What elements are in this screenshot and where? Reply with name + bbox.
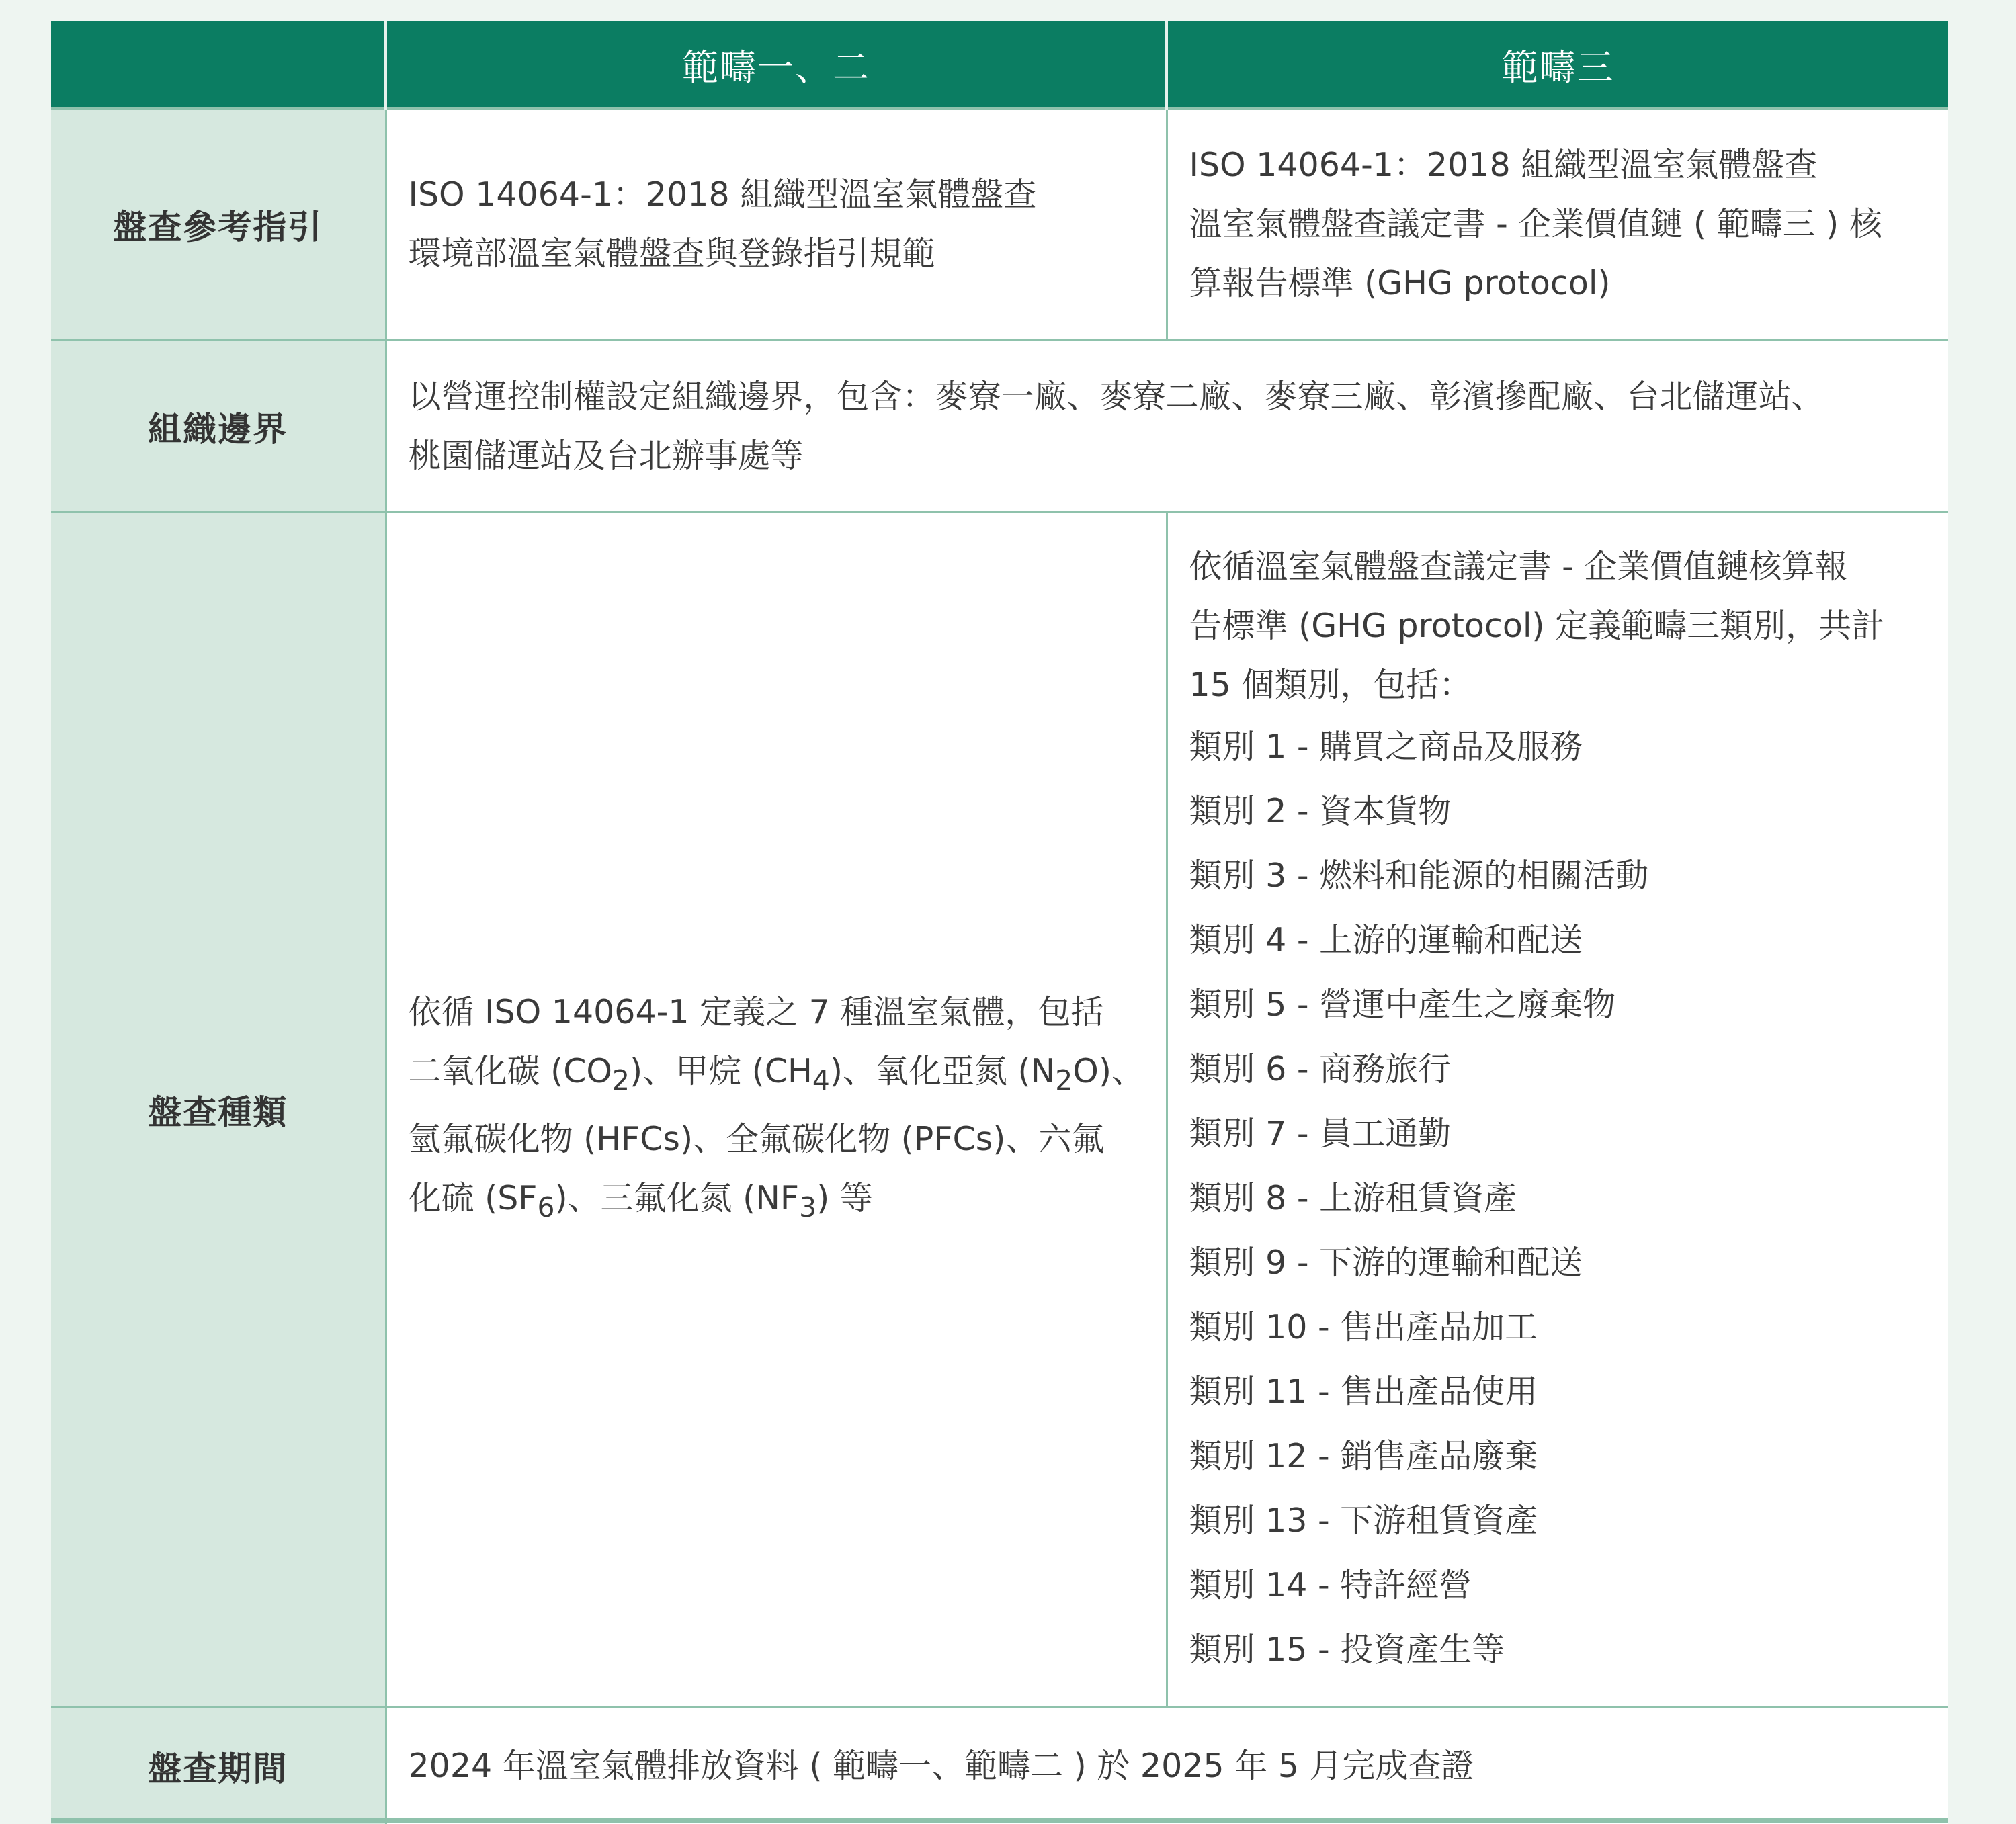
row-label-boundary: 組織邊界 xyxy=(51,341,386,513)
gas-text: )、氧化亞氮 (N xyxy=(829,1052,1056,1091)
reference-scope12-line: 環境部溫室氣體盤查與登錄指引規範 xyxy=(408,234,935,273)
list-item: 類別 2 - 資本貨物 xyxy=(1189,792,1452,830)
period-text: 2024 年溫室氣體排放資料 ( 範疇一、範疇二 ) 於 2025 年 5 月完成查證 xyxy=(408,1746,1474,1785)
gas-line xyxy=(409,1042,1147,1110)
reference-scope3-line: ISO 14064-1：2018 組織型溫室氣體盤查 xyxy=(1189,146,1818,184)
gas-subscript: 2 xyxy=(612,1064,630,1096)
scope3-intro-line: 15 個類別，包括： xyxy=(1189,666,1472,704)
period-cell xyxy=(386,1708,1948,1824)
table-row-reference xyxy=(51,109,1948,341)
table-row-types xyxy=(51,513,1948,1708)
list-item: 類別 8 - 上游租賃資產 xyxy=(1189,1179,1517,1217)
scope3-intro-line: 告標準 (GHG protocol) 定義範疇三類別，共計 xyxy=(1189,607,1885,645)
gas-subscript: 4 xyxy=(812,1064,830,1096)
list-item: 類別 9 - 下游的運輸和配送 xyxy=(1189,1244,1583,1282)
row-label-period: 盤查期間 xyxy=(51,1708,386,1824)
boundary-cell xyxy=(386,341,1948,513)
gas-text: 化硫 (SF xyxy=(408,1179,538,1217)
list-item: 類別 6 - 商務旅行 xyxy=(1189,1050,1452,1088)
gas-text: O)、 xyxy=(1073,1052,1144,1091)
list-item: 類別 5 - 營運中產生之廢棄物 xyxy=(1189,986,1616,1024)
types-scope12-cell xyxy=(386,513,1167,1708)
list-item: 類別 3 - 燃料和能源的相關活動 xyxy=(1189,857,1649,895)
scope3-category-list xyxy=(1189,715,1930,1682)
header-scope12: 範疇一、二 xyxy=(386,21,1167,109)
row-label-reference: 盤查參考指引 xyxy=(51,109,386,341)
gas-text: )、三氟化氮 (NF xyxy=(554,1179,800,1217)
boundary-line: 桃園儲運站及台北辦事處等 xyxy=(408,436,804,475)
header-scope3: 範疇三 xyxy=(1167,21,1948,109)
list-item: 類別 7 - 員工通勤 xyxy=(1189,1115,1452,1153)
gas-subscript: 6 xyxy=(537,1190,555,1223)
row-label-types: 盤查種類 xyxy=(51,513,386,1708)
list-item: 類別 4 - 上游的運輸和配送 xyxy=(1189,921,1583,959)
reference-scope3-line: 算報告標準 (GHG protocol) xyxy=(1189,264,1611,302)
types-scope3-cell xyxy=(1167,513,1948,1708)
table-bottom-border xyxy=(51,1818,1948,1823)
list-item: 類別 14 - 特許經營 xyxy=(1189,1566,1472,1604)
table-row-boundary xyxy=(51,341,1948,513)
list-item: 類別 13 - 下游租賃資產 xyxy=(1189,1502,1538,1540)
gas-text: )、甲烷 (CH xyxy=(629,1052,812,1091)
table-row-period xyxy=(51,1708,1948,1824)
scope3-intro-line: 依循溫室氣體盤查議定書 - 企業價值鏈核算報 xyxy=(1189,548,1848,586)
gas-line: 依循 ISO 14064-1 定義之 7 種溫室氣體，包括 xyxy=(408,993,1104,1032)
reference-scope3-line: 溫室氣體盤查議定書 - 企業價值鏈 ( 範疇三 ) 核 xyxy=(1189,205,1882,243)
gas-subscript: 3 xyxy=(799,1190,817,1223)
list-item: 類別 15 - 投資產生等 xyxy=(1189,1631,1505,1669)
gas-text: ) 等 xyxy=(816,1179,873,1217)
gas-text: 二氧化碳 (CO xyxy=(408,1052,612,1091)
gas-subscript: 2 xyxy=(1055,1064,1073,1096)
reference-scope3-cell xyxy=(1167,109,1948,341)
list-item: 類別 11 - 售出產品使用 xyxy=(1189,1373,1538,1411)
boundary-line: 以營運控制權設定組織邊界，包含：麥寮一廠、麥寮二廠、麥寮三廠、彰濱摻配廠、台北儲運站、 xyxy=(408,377,1824,416)
reference-scope12-line: ISO 14064-1：2018 組織型溫室氣體盤查 xyxy=(408,175,1037,214)
gas-line xyxy=(409,1169,1147,1237)
reference-scope12-cell xyxy=(386,109,1167,341)
header-row xyxy=(51,21,1948,109)
header-corner xyxy=(51,21,386,109)
list-item: 類別 12 - 銷售產品廢棄 xyxy=(1189,1437,1538,1475)
gas-line: 氫氟碳化物 (HFCs)、全氟碳化物 (PFCs)、六氟 xyxy=(408,1120,1105,1158)
list-item: 類別 10 - 售出產品加工 xyxy=(1189,1308,1538,1346)
ghg-inventory-table xyxy=(51,21,1948,1824)
list-item: 類別 1 - 購買之商品及服務 xyxy=(1189,728,1583,766)
